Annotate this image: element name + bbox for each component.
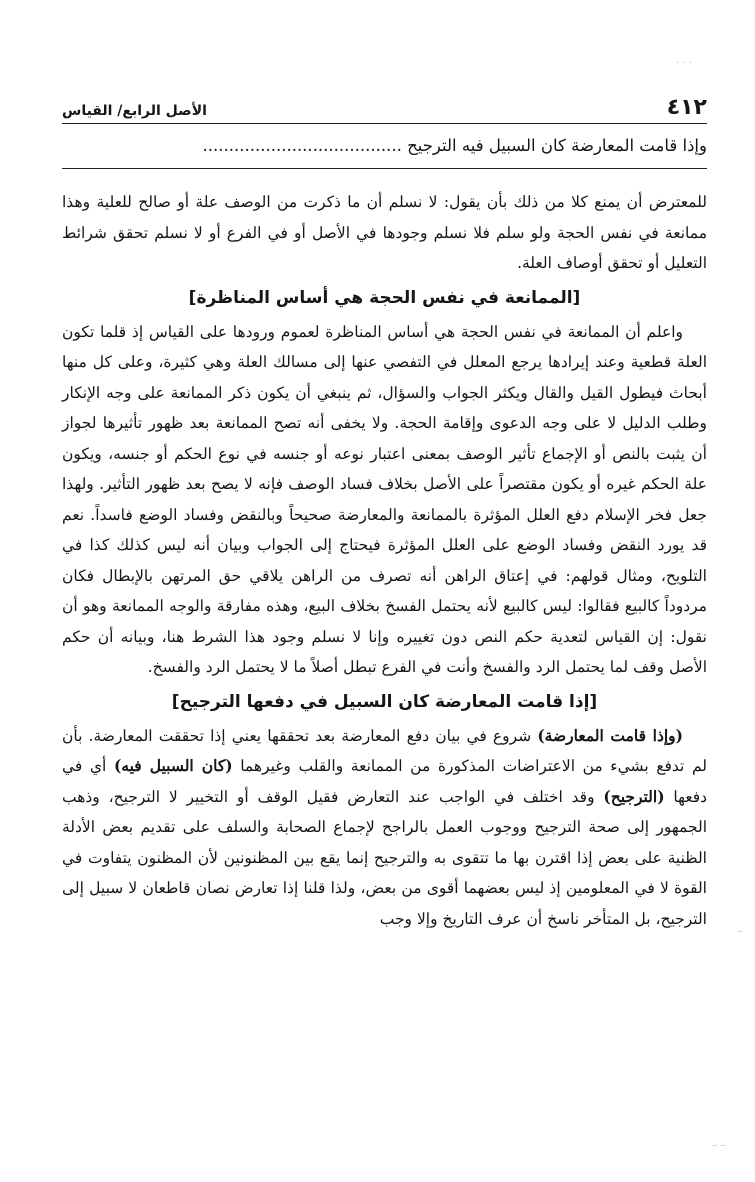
- paragraph-tarjih: [62, 721, 707, 935]
- commentary-text-2: أي في دفعها: [62, 757, 708, 806]
- paragraph-mumanaa: واعلم أن الممانعة في نفس الحجة هي أساس المناظرة لعموم ورودها على القياس إذ قلما تكون العلة قطعية وعند إيرادها يرجع المعلل في التفصي عنها إلى مسالك العلة وهي كثيرة، وعلى كل منها أبحاث فيطول القيل والقال ويكثر الجواب والسؤال، ثم ينبغي أن يكون ذكر الممانعة على وجه الإنكار وطلب الدليل لا على وجه الدعوى وإقامة الحجة. ولا يخفى أنه تصح الممانعة بعد ظهور تأثيرها لجواز أن يثبت بالنص أو الإجماع تأثير الوصف بمعنى اعتبار نوعه أو جنسه في نوع الحكم أو جنسه، ويكون علة الحكم غيره أو يكون مقتصراً على الأصل بخلاف فساد الوصف فإنه لا يصح بعد ظهور التأثير. ولهذا جعل فخر الإسلام دفع العلل المؤثرة بالممانعة والمعارضة صحيحاً وبالنقض وفساد الوضع فاسداً. نعم قد يورد النقض وفساد الوضع على العلل المؤثرة فيحتاج إلى الجواب وبيان أنه ليس كذلك كذا في التلويح، ومثال قولهم: في إعتاق الراهن أنه تصرف من الراهن يلاقي حق المرتهن بالإبطال فكان مردوداً كالبيع فقالوا: ليس كالبيع لأنه يحتمل الفسخ بخلاف البيع، وهذه مفارقة والوجه الممانعة وهو أن نقول: إن القياس لتعدية حكم النص دون تغييره وإنا لا نسلم وجود هذا الشرط هنا، وبيانه أن حكم الأصل وقف لما يحتمل الرد والفسخ وأنت في الفرع تبطل أصلاً ما لا يحتمل الرد والفسخ.: [62, 322, 707, 676]
- commentary-text-1: شروع في بيان دفع المعارضة بعد تحققها يعني إذا تحققت المعارضة. بأن لم تدفع بشيء من الاعتراضات المذكورة من الممانعة والقلب وغيرهما: [62, 726, 707, 775]
- scan-speck-right-mid: –: [737, 926, 742, 937]
- scan-speck-top: · · ·: [676, 58, 692, 69]
- matn-line: [62, 132, 707, 160]
- paragraph-objection: للمعترض أن يمنع كلا من ذلك بأن يقول: لا نسلم أن ما ذكرت من الوصف علة أو صالح للعلية وهذا ممانعة في نفس الحجة ولو سلم فلا نسلم وجودها في الأصل أو في الفرع أو لا نسلم تحقق شرائط التعليل أو تحقق أوصاف العلة.: [62, 193, 707, 272]
- matn-divider: [62, 168, 707, 169]
- matn-quote-3: (الترجيح): [603, 786, 665, 806]
- commentary-body: [62, 187, 707, 934]
- page-number: ٤١٢: [666, 95, 707, 120]
- matn-text: وإذا قامت المعارضة كان السبيل فيه الترجيح: [407, 136, 707, 155]
- commentary-text-3: وقد اختلف في الواجب عند التعارض فقيل الوقف أو التخيير لا الترجيح، وذهب الجمهور إلى صحة الترجيح ووجوب العمل بالراجح لإجماع الصحابة والسلف على تقديم بعض الأدلة الظنية على بعض إذا اقترن بها ما تتقوى به والترجيح إنما يقع بين المظنونين لأن المظنون يتفاوت في القوة لا في المعلومين إذ ليس بعضهما أقوى من بعض، ولذا قلنا إذا تعارض نصان قاطعان لا سبيل إلى الترجيح، بل المتأخر ناسخ أن عرف التاريخ وإلا وجب: [62, 787, 707, 928]
- running-head-title: الأصل الرابع/ القياس: [62, 103, 207, 119]
- book-page: [62, 85, 707, 1085]
- matn-dots: ......................................: [202, 136, 402, 155]
- running-head: [62, 85, 707, 124]
- section-heading-tarjih: [إذا قامت المعارضة كان السبيل في دفعها الترجيح]: [171, 691, 598, 712]
- matn-quote-1: (وإذا قامت المعارضة): [537, 725, 683, 745]
- section-heading-munaqasha: [الممانعة في نفس الحجة هي أساس المناظرة]: [188, 287, 581, 308]
- matn-quote-2: (كان السبيل فيه): [113, 756, 233, 775]
- scan-speck-right-low: – –: [712, 1140, 726, 1151]
